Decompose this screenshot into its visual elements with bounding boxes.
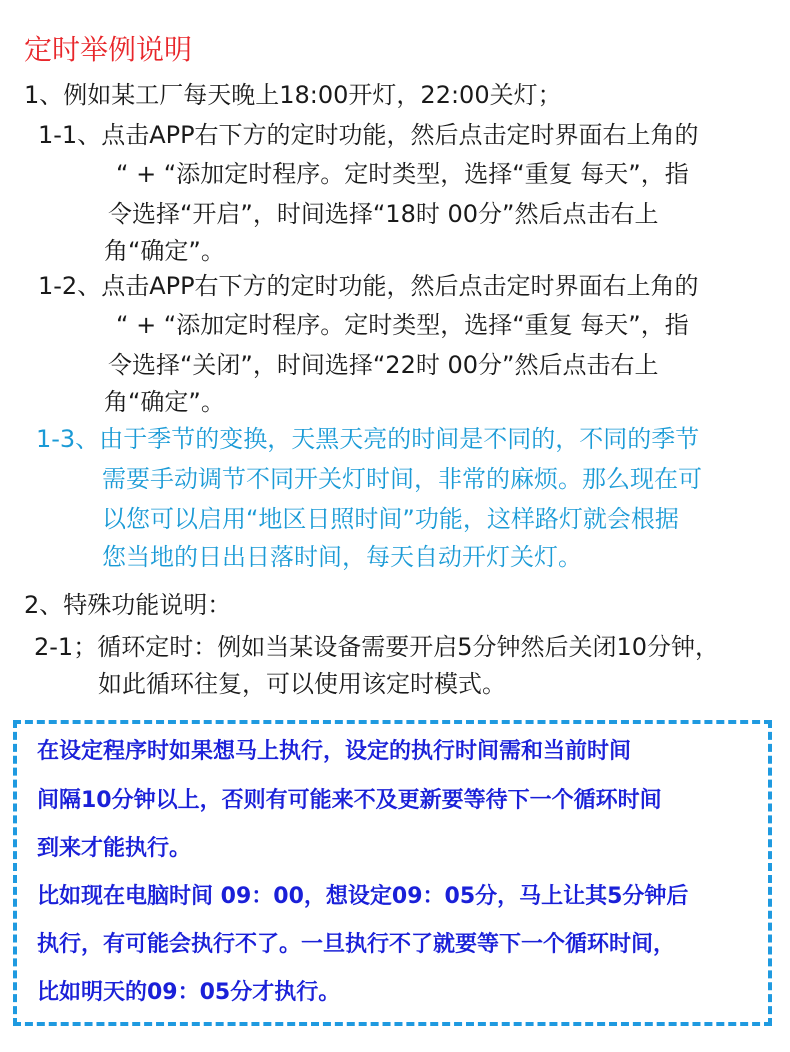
note-line-4: 比如现在电脑时间 09：00，想设定09：05分，马上让其5分钟后 xyxy=(37,884,689,909)
text-line-1-3-cont-1: 需要手动调节不同开关灯时间，非常的麻烦。那么现在可 xyxy=(102,465,702,493)
text-line-1-2-cont-2: 令选择“关闭”，时间选择“22时 00分”然后点击右上 xyxy=(108,351,659,379)
text-line-1-3-cont-2: 以您可以启用“地区日照时间”功能，这样路灯就会根据 xyxy=(102,505,679,533)
text-line-2-1-cont-1: 如此循环往复，可以使用该定时模式。 xyxy=(98,670,506,698)
text-line-1-3: 1-3、由于季节的变换，天黑天亮的时间是不同的，不同的季节 xyxy=(36,425,700,453)
text-line-1: 1、例如某工厂每天晚上18:00开灯，22:00关灯； xyxy=(24,81,562,109)
text-line-1-1-cont-3: 角“确定”。 xyxy=(104,237,225,265)
page-title: 定时举例说明 xyxy=(24,33,193,66)
note-line-1: 在设定程序时如果想马上执行，设定的执行时间需和当前时间 xyxy=(37,739,632,764)
text-line-1-1-cont-1: “ + “添加定时程序。定时类型，选择“重复 每天”，指 xyxy=(116,160,689,188)
text-line-1-3-cont-3: 您当地的日出日落时间，每天自动开灯关灯。 xyxy=(102,543,582,571)
text-line-1-1-cont-2: 令选择“开启”，时间选择“18时 00分”然后点击右上 xyxy=(108,200,659,228)
text-line-1-2: 1-2、点击APP右下方的定时功能，然后点击定时界面右上角的 xyxy=(38,272,699,300)
note-line-3: 到来才能执行。 xyxy=(37,836,192,861)
note-line-6: 比如明天的09：05分才执行。 xyxy=(37,980,341,1005)
text-line-1-1: 1-1、点击APP右下方的定时功能，然后点击定时界面右上角的 xyxy=(38,121,699,149)
note-line-5: 执行，有可能会执行不了。一旦执行不了就要等下一个循环时间， xyxy=(37,932,676,957)
text-line-2: 2、特殊功能说明： xyxy=(24,591,232,619)
text-line-2-1: 2-1；循环定时：例如当某设备需要开启5分钟然后关闭10分钟， xyxy=(34,633,720,661)
note-line-2: 间隔10分钟以上，否则有可能来不及更新要等待下一个循环时间 xyxy=(37,788,662,813)
text-line-1-2-cont-1: “ + “添加定时程序。定时类型，选择“重复 每天”，指 xyxy=(116,311,689,339)
text-line-1-2-cont-3: 角“确定”。 xyxy=(104,388,225,416)
